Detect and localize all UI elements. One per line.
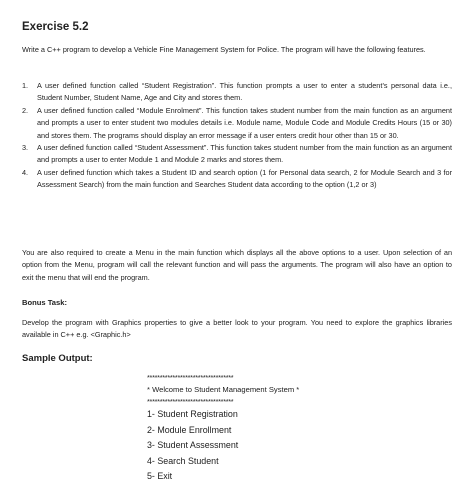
feature-item bbox=[22, 80, 452, 105]
feature-number: 4. bbox=[22, 167, 29, 177]
feature-text: A user defined function called “Student Assessment”. This function takes student number from the main function as an argument and prompts a user to enter Module 1 and Module 2 marks and stores them. bbox=[37, 143, 452, 165]
sample-output-menu bbox=[147, 407, 238, 485]
bonus-heading: Bonus Task: bbox=[22, 298, 68, 307]
banner-stars-top: ********************************** bbox=[147, 373, 234, 382]
menu-item: 3- Student Assessment bbox=[147, 440, 239, 450]
menu-paragraph: You are also required to create a Menu in the main function which displays all the above options to a user. Upon selection of an option from the Menu, program will call the relevant function and will pass the arguments. The program will also have an option to exit the menu that will end the program. bbox=[22, 248, 452, 282]
feature-number: 3. bbox=[22, 143, 29, 153]
menu-item: 5- Exit bbox=[147, 471, 173, 481]
sample-output-banner bbox=[147, 372, 357, 408]
sample-output-heading: Sample Output: bbox=[22, 353, 93, 364]
exercise-title: Exercise 5.2 bbox=[22, 21, 89, 33]
banner-stars-bottom: ********************************** bbox=[147, 397, 234, 406]
feature-text: A user defined function called “Module Enrolment”. This function takes student number from the main function as an argument and prompts a user to enter student two modules details i.e. Module name, Module Code and Module Credits Hours (15 or 30) and stores them. The programs should display an error message if a user enters credit hour other than 15 or 30. bbox=[37, 105, 452, 140]
feature-item bbox=[22, 167, 452, 192]
menu-item: 1- Student Registration bbox=[147, 409, 238, 419]
intro-paragraph: Write a C++ program to develop a Vehicle Fine Management System for Police. The program will have the following features. bbox=[22, 45, 426, 54]
bonus-paragraph: Develop the program with Graphics properties to give a better look to your program. You need to explore the graphics libraries available in C++ e.g. <Graphic.h> bbox=[22, 318, 452, 340]
feature-item bbox=[22, 105, 452, 142]
feature-text: A user defined function called “Student Registration”. This function prompts a user to enter a student’s personal data i.e., Student Number, Student Name, Age and City and stores them. bbox=[37, 81, 452, 103]
feature-number: 2. bbox=[22, 105, 29, 115]
features-list bbox=[22, 80, 452, 192]
feature-item bbox=[22, 142, 452, 167]
feature-number: 1. bbox=[22, 81, 29, 90]
menu-item: 4- Search Student bbox=[147, 455, 219, 466]
feature-text: A user defined function which takes a Student ID and search option (1 for Personal data search, 2 for Module Search and 3 for Assessment Search) from the main function and Searches Student data according to the option (1,2 or 3) bbox=[37, 167, 452, 190]
menu-item: 2- Module Enrollment bbox=[147, 424, 232, 435]
banner-welcome-text: * Welcome to Student Management System * bbox=[147, 385, 300, 394]
